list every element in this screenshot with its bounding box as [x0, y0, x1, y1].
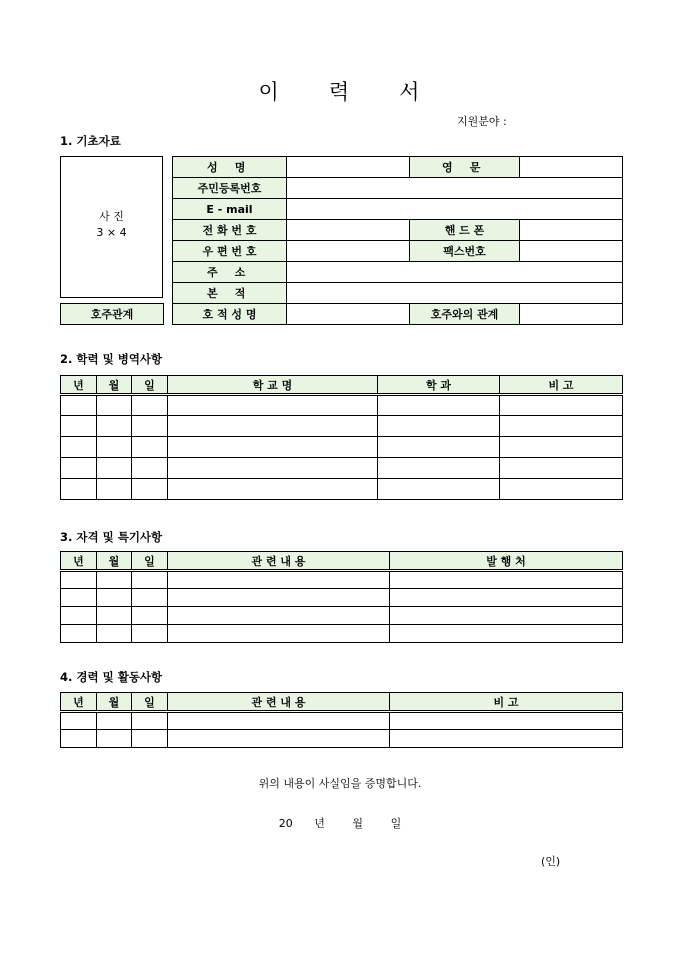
education-header-school: 학 교 명 — [168, 376, 378, 395]
head-name-label: 호 적 성 명 — [173, 304, 287, 325]
table-row — [61, 571, 623, 589]
fax-field[interactable] — [520, 241, 623, 262]
education-header-year: 년 — [61, 376, 97, 395]
education-header-note: 비 고 — [500, 376, 623, 395]
career-header-note: 비 고 — [390, 693, 623, 712]
qualification-header-issuer: 발 행 처 — [390, 552, 623, 571]
photo-label: 사 진 — [99, 210, 124, 223]
family-relation-label: 호주관계 — [61, 304, 164, 325]
resident-id-field[interactable] — [287, 178, 623, 199]
head-relation-field[interactable] — [520, 304, 623, 325]
head-relation-label: 호주와의 관계 — [410, 304, 520, 325]
gap-cell — [164, 304, 173, 325]
zipcode-label: 우 편 번 호 — [173, 241, 287, 262]
english-name-label: 영 문 — [410, 157, 520, 178]
career-header-year: 년 — [61, 693, 97, 712]
name-field[interactable] — [287, 157, 410, 178]
table-row — [61, 479, 623, 500]
education-header-month: 월 — [97, 376, 132, 395]
mobile-field[interactable] — [520, 220, 623, 241]
address-field[interactable] — [287, 262, 623, 283]
mobile-label: 핸 드 폰 — [410, 220, 520, 241]
table-row — [61, 730, 623, 748]
email-label: E - mail — [173, 199, 287, 220]
career-header-month: 월 — [97, 693, 132, 712]
zipcode-field[interactable] — [287, 241, 410, 262]
qualification-table — [60, 551, 623, 643]
name-label: 성 명 — [173, 157, 287, 178]
section-basic-heading: 1. 기초자료 — [60, 134, 121, 148]
education-header-day: 일 — [132, 376, 168, 395]
table-row — [61, 458, 623, 479]
phone-label: 전 화 번 호 — [173, 220, 287, 241]
section-career-heading: 4. 경력 및 활동사항 — [60, 670, 163, 684]
head-name-field[interactable] — [287, 304, 410, 325]
phone-field[interactable] — [287, 220, 410, 241]
education-table — [60, 375, 623, 500]
family-table — [60, 303, 623, 325]
basic-info-table — [172, 156, 623, 304]
career-table — [60, 692, 623, 748]
email-field[interactable] — [287, 199, 623, 220]
resident-id-label: 주민등록번호 — [173, 178, 287, 199]
document-title: 이 력 서 — [258, 80, 422, 104]
table-row — [61, 712, 623, 730]
qualification-header-day: 일 — [132, 552, 168, 571]
origin-label: 본 적 — [173, 283, 287, 304]
address-label: 주 소 — [173, 262, 287, 283]
table-row — [61, 607, 623, 625]
qualification-header-month: 월 — [97, 552, 132, 571]
table-row — [61, 625, 623, 643]
career-header-day: 일 — [132, 693, 168, 712]
fax-label: 팩스번호 — [410, 241, 520, 262]
seal-mark: (인) — [541, 855, 561, 868]
education-header-major: 학 과 — [378, 376, 500, 395]
qualification-header-content: 관 련 내 용 — [168, 552, 390, 571]
certify-statement: 위의 내용이 사실임을 증명합니다. — [258, 777, 422, 790]
table-row — [61, 416, 623, 437]
field-label: 지원분야 : — [457, 115, 507, 128]
section-education-heading: 2. 학력 및 병역사항 — [60, 352, 163, 366]
section-qualification-heading: 3. 자격 및 특기사항 — [60, 530, 163, 544]
table-row — [61, 395, 623, 416]
qualification-header-year: 년 — [61, 552, 97, 571]
signature-date: 20 년 월 일 — [278, 817, 402, 830]
table-row — [61, 437, 623, 458]
english-name-field[interactable] — [520, 157, 623, 178]
photo-box — [60, 156, 163, 298]
career-header-content: 관 련 내 용 — [168, 693, 390, 712]
photo-size: 3 × 4 — [96, 226, 127, 239]
origin-field[interactable] — [287, 283, 623, 304]
table-row — [61, 589, 623, 607]
